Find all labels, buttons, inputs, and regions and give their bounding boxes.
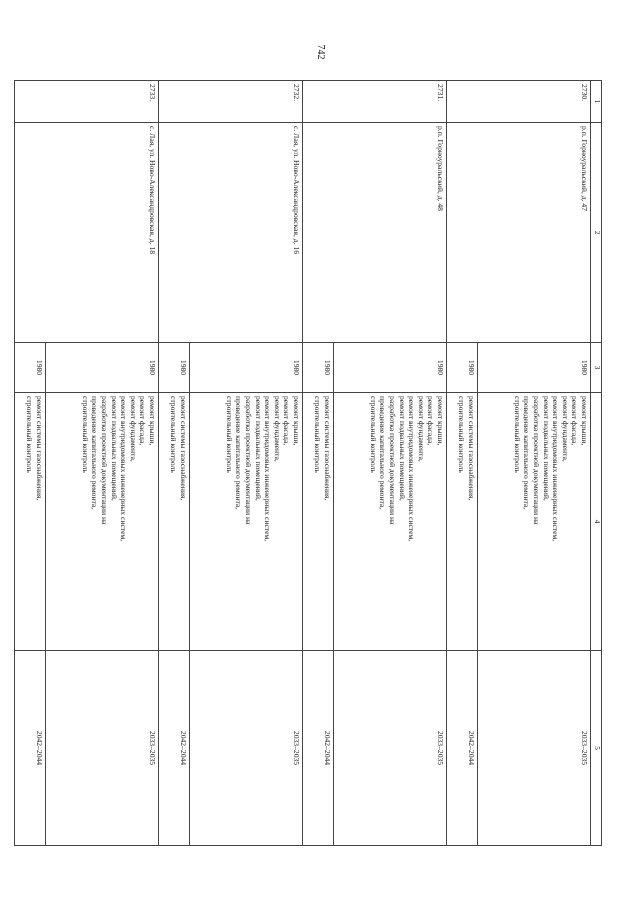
repair-work-item: ремонт крыши, — [148, 396, 157, 446]
table-body — [15, 81, 591, 846]
repair-works-list — [447, 393, 478, 651]
repair-schedule-table — [14, 80, 602, 846]
repair-work-item: ремонт фундамента, — [128, 396, 138, 462]
repair-work-item: проведение капитального ремонта, — [378, 396, 388, 510]
repair-period: 2042–2044 — [159, 651, 190, 846]
repair-period: 2033–2035 — [46, 651, 159, 846]
repair-period: 2042–2044 — [447, 651, 478, 846]
repair-work-item: ремонт фасада, — [426, 396, 436, 446]
repair-works-list — [46, 393, 159, 651]
column-header: 3 — [591, 343, 602, 393]
entry-number: 2730. — [447, 81, 591, 123]
building-address: р.п. Горноуральский, д. 47 — [447, 123, 591, 343]
repair-work-item: ремонт подвальных помещений, — [253, 396, 263, 501]
repair-work-item: ремонт фасада, — [282, 396, 292, 446]
repair-work-item: проведение капитального ремонта, — [234, 396, 244, 510]
repair-work-item: проведение капитального ремонта, — [522, 396, 532, 510]
construction-year: 1980 — [15, 343, 46, 393]
repair-work-item: строительный контроль — [512, 396, 522, 473]
page-number: 742 — [315, 44, 326, 60]
repair-work-item: ремонт фундамента, — [560, 396, 570, 462]
construction-year: 1980 — [334, 343, 447, 393]
repair-work-item: ремонт внутридомовых инженерных систем, — [263, 396, 273, 542]
table-row — [334, 81, 447, 846]
table-row — [478, 81, 591, 846]
repair-work-item: ремонт внутридомовых инженерных систем, — [407, 396, 417, 542]
repair-work-item: разработка проектной документации на — [244, 396, 254, 525]
repair-work-item: ремонт внутридомовых инженерных систем, — [551, 396, 561, 542]
repair-work-item: проведение капитального ремонта, — [90, 396, 100, 510]
repair-work-item: ремонт фасада, — [570, 396, 580, 446]
rotated-table-frame — [25, 80, 602, 845]
repair-work-item: разработка проектной документации на — [532, 396, 542, 525]
rotated-table-viewport — [25, 80, 602, 845]
repair-work-item: ремонт системы газоснабжения, — [323, 396, 332, 501]
repair-works-list — [478, 393, 591, 651]
repair-work-item: ремонт фундамента, — [416, 396, 426, 462]
construction-year: 1980 — [303, 343, 334, 393]
repair-work-item: ремонт фасада, — [138, 396, 148, 446]
repair-period: 2033–2035 — [334, 651, 447, 846]
table-row — [190, 81, 303, 846]
entry-number: 2732. — [159, 81, 303, 123]
repair-work-item: ремонт крыши, — [436, 396, 445, 446]
repair-work-item: строительный контроль — [25, 396, 35, 473]
repair-work-item: строительный контроль — [224, 396, 234, 473]
repair-work-item: ремонт подвальных помещений, — [109, 396, 119, 501]
repair-work-item: строительный контроль — [457, 396, 467, 473]
repair-works-list — [15, 393, 46, 651]
repair-work-item: строительный контроль — [313, 396, 323, 473]
repair-period: 2042–2044 — [15, 651, 46, 846]
construction-year: 1980 — [478, 343, 591, 393]
repair-work-item: ремонт фундамента, — [272, 396, 282, 462]
repair-work-item: ремонт крыши, — [292, 396, 301, 446]
column-header: 5 — [591, 651, 602, 846]
repair-period: 2042–2044 — [303, 651, 334, 846]
repair-period: 2033–2035 — [478, 651, 591, 846]
building-address: с. Лая, ул. Ново-Александровская, д. 18 — [15, 123, 159, 343]
column-header: 2 — [591, 123, 602, 343]
repair-works-list — [334, 393, 447, 651]
table-header-row — [591, 81, 602, 846]
repair-period: 2033–2035 — [190, 651, 303, 846]
repair-work-item: ремонт крыши, — [580, 396, 589, 446]
repair-work-item: ремонт системы газоснабжения, — [179, 396, 188, 501]
column-header: 4 — [591, 393, 602, 651]
building-address: с. Лая, ул. Ново-Александровская, д. 16 — [159, 123, 303, 343]
entry-number: 2733. — [15, 81, 159, 123]
construction-year: 1980 — [447, 343, 478, 393]
repair-work-item: разработка проектной документации на — [388, 396, 398, 525]
building-address: р.п. Горноуральский, д. 48 — [303, 123, 447, 343]
column-header: 1 — [591, 81, 602, 123]
entry-number: 2731. — [303, 81, 447, 123]
construction-year: 1980 — [190, 343, 303, 393]
repair-work-item: ремонт внутридомовых инженерных систем, — [119, 396, 129, 542]
repair-work-item: строительный контроль — [368, 396, 378, 473]
repair-work-item: строительный контроль — [80, 396, 90, 473]
repair-work-item: ремонт подвальных помещений, — [397, 396, 407, 501]
construction-year: 1980 — [46, 343, 159, 393]
repair-work-item: ремонт подвальных помещений, — [541, 396, 551, 501]
repair-works-list — [303, 393, 334, 651]
construction-year: 1980 — [159, 343, 190, 393]
repair-work-item: строительный контроль — [169, 396, 179, 473]
repair-works-list — [159, 393, 190, 651]
repair-work-item: ремонт системы газоснабжения, — [467, 396, 476, 501]
table-row — [46, 81, 159, 846]
repair-work-item: ремонт системы газоснабжения, — [35, 396, 44, 501]
repair-work-item: разработка проектной документации на — [100, 396, 110, 525]
repair-works-list — [190, 393, 303, 651]
